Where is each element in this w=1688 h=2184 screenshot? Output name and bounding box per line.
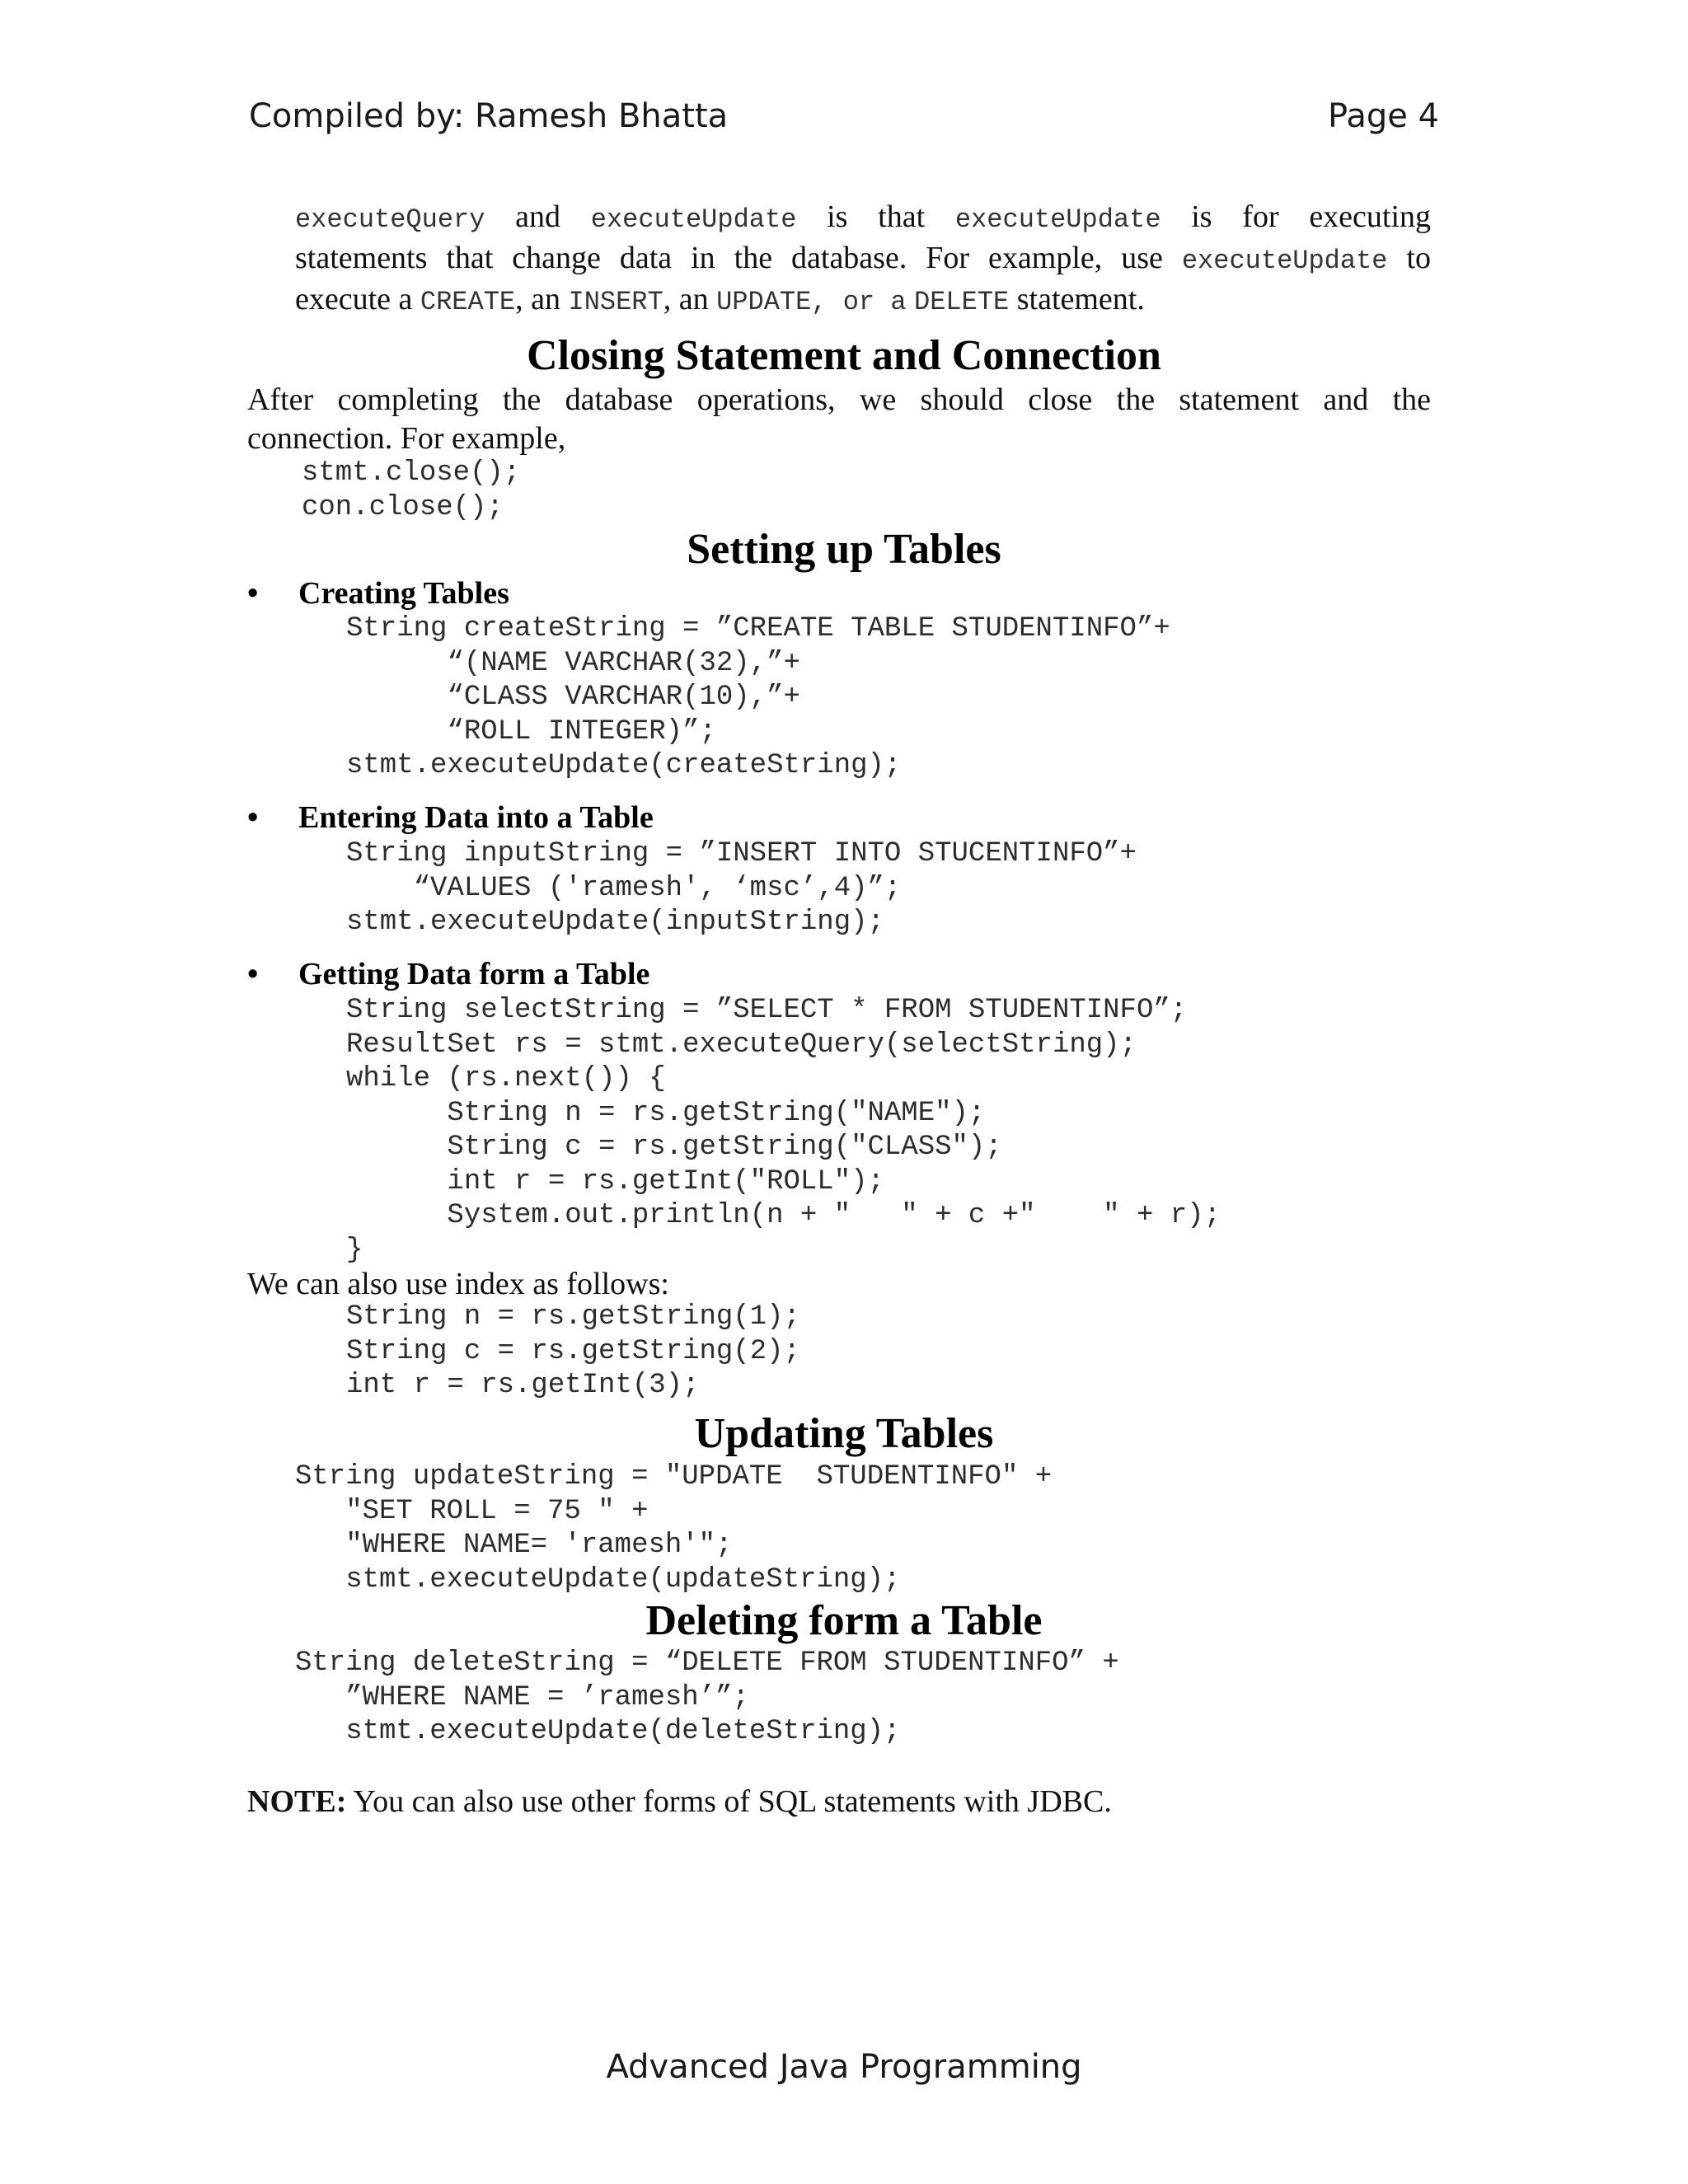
index-text: We can also use index as follows: (247, 1267, 669, 1301)
intro-text: statements that change data in the database. For example, use (295, 241, 1163, 275)
intro-text: to (1406, 241, 1432, 275)
closing-line-1: After completing the database operations, we should close the statement and the (247, 382, 1431, 417)
inline-code: executeQuery (295, 204, 485, 235)
bullet-icon: • (247, 957, 259, 991)
footer-title: Advanced Java Programming (606, 2048, 1082, 2086)
code-closing: stmt.close(); con.close(); (302, 457, 521, 523)
inline-code: executeUpdate (590, 204, 797, 235)
inline-code: CREATE (420, 287, 516, 317)
intro-text: statement. (1016, 282, 1145, 316)
bullet-icon: • (247, 800, 259, 835)
inline-code: UPDATE, or a (716, 287, 907, 317)
code-getting-data: String selectString = ”SELECT * FROM STUDENTINFO”; ResultSet rs = stmt.executeQuery(selectString); while (rs.next()) { String n = rs.getString("NAME"); String c = rs.getString("CLASS"); int r = rs.getInt("ROLL"); System.out.println(n + " " + c +" " + r); } (346, 995, 1221, 1266)
note-text: You can also use other forms of SQL statements with JDBC. (346, 1784, 1112, 1819)
intro-text: , an (663, 282, 709, 316)
code-index: String n = rs.getString(1); String c = rs.getString(2); int r = rs.getInt(3); (346, 1301, 800, 1401)
closing-paragraph (247, 381, 1431, 458)
inline-code: DELETE (914, 287, 1010, 317)
intro-text: execute a (295, 282, 413, 316)
heading-deleting: Deleting form a Table (645, 1597, 1043, 1644)
code-deleting: String deleteString = “DELETE FROM STUDENTINFO” + ”WHERE NAME = ’ramesh’”; stmt.executeUpdate(deleteString); (295, 1647, 1119, 1747)
bullet-icon: • (247, 576, 259, 611)
intro-text: is that (827, 199, 926, 234)
inline-code: INSERT (568, 287, 663, 317)
note (247, 1783, 1112, 1820)
header-page-number: Page 4 (1328, 97, 1439, 135)
inline-code: executeUpdate (1181, 246, 1388, 276)
bullet-title: Getting Data form a Table (298, 957, 650, 991)
intro-text: and (515, 199, 561, 234)
code-creating-tables: String createString = ”CREATE TABLE STUDENTINFO”+ “(NAME VARCHAR(32),”+ “CLASS VARCHAR(10),”+ “ROLL INTEGER)”; stmt.executeUpdate(createString); (346, 613, 1170, 781)
closing-line-2: connection. For example, (247, 421, 566, 456)
code-updating: String updateString = "UPDATE STUDENTINFO" + "SET ROLL = 75 " + "WHERE NAME= 'ramesh'"; stmt.executeUpdate(updateString); (295, 1461, 1053, 1596)
header-compiled-by: Compiled by: Ramesh Bhatta (249, 97, 729, 135)
code-entering-data: String inputString = ”INSERT INTO STUCENTINFO”+ “VALUES ('ramesh', ‘msc’,4)”; stmt.executeUpdate(inputString); (346, 838, 1137, 938)
bullet-title: Creating Tables (298, 576, 509, 611)
note-label: NOTE: (247, 1784, 347, 1819)
intro-line-3 (295, 280, 1431, 321)
intro-paragraph (295, 198, 1431, 321)
bullet-title: Entering Data into a Table (298, 800, 654, 835)
intro-text: is for executing (1191, 199, 1432, 234)
inline-code: executeUpdate (954, 204, 1161, 235)
heading-setup: Setting up Tables (687, 526, 1001, 573)
heading-closing: Closing Statement and Connection (527, 332, 1161, 379)
intro-line-1 (295, 198, 1431, 239)
intro-text: , an (515, 282, 560, 316)
heading-updating: Updating Tables (694, 1410, 994, 1457)
intro-line-2 (295, 239, 1431, 280)
